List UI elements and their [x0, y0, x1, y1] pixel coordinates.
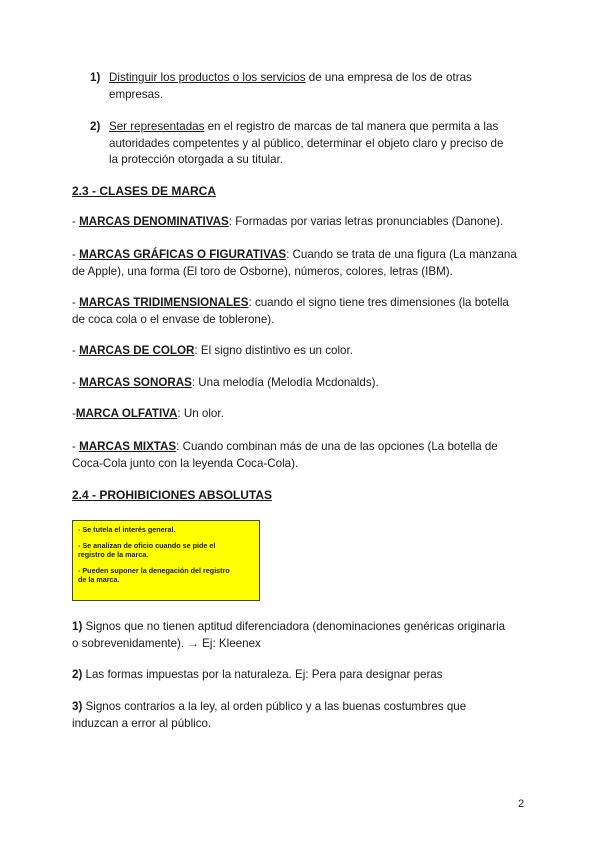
list-item: 1) Signos que no tienen aptitud diferenciadora (denominaciones genéricas originaria o sobrevenidamente). → Ej: Kleenex — [72, 620, 506, 650]
list-item: -MARCA OLFATIVA: Un olor. — [72, 407, 224, 420]
list-number: 3) — [72, 700, 83, 713]
list-item-text: Distinguir los productos o los servicios de una empresa de los de otras empresas. — [109, 71, 472, 101]
section-heading: 2.3 - CLASES DE MARCA — [72, 184, 217, 198]
box-line: - Pueden suponer la denegación del registro de la marca. — [78, 565, 230, 584]
highlight-box — [72, 520, 260, 601]
box-line: - Se analizan de oficio cuando se pide el registro de la marca. — [78, 540, 216, 559]
term: MARCAS GRÁFICAS O FIGURATIVAS — [79, 248, 287, 261]
page-number: 2 — [518, 798, 525, 810]
list-item: 3) Signos contrarios a la ley, al orden público y a las buenas costumbres que induzcan a error al público. — [72, 700, 467, 730]
list-item: - MARCAS DENOMINATIVAS: Formadas por varias letras pronunciables (Danone). — [72, 215, 504, 228]
term: MARCAS MIXTAS — [79, 440, 177, 453]
list-number: 2) — [90, 120, 101, 133]
list-item: - MARCAS GRÁFICAS O FIGURATIVAS: Cuando se trata de una figura (La manzana de Apple), una forma (El toro de Osborne), números, colores, letras (IBM). — [72, 248, 517, 278]
term: MARCAS DE COLOR — [79, 344, 195, 357]
term: MARCAS DENOMINATIVAS — [79, 215, 229, 228]
list-number: 1) — [90, 71, 101, 84]
list-item — [90, 70, 100, 87]
list-item: - MARCAS MIXTAS: Cuando combinan más de una de las opciones (La botella de Coca-Cola junto con la leyenda Coca-Cola). — [72, 440, 498, 470]
list-item: - MARCAS SONORAS: Una melodía (Melodía Mcdonalds). — [72, 376, 379, 389]
underlined-term: Distinguir los productos o los servicios — [109, 71, 306, 84]
list-item-text: Ser representadas en el registro de marcas de tal manera que permita a las autoridades competentes y al público, determinar el objeto claro y preciso de la protección otorgada a su titular. — [109, 120, 504, 166]
term: MARCA OLFATIVA — [75, 407, 178, 420]
list-number: 1) — [72, 620, 83, 633]
list-item — [90, 119, 100, 136]
underlined-term: Ser representadas — [109, 120, 205, 133]
term: MARCAS TRIDIMENSIONALES — [79, 296, 249, 309]
list-item: - MARCAS TRIDIMENSIONALES: cuando el signo tiene tres dimensiones (la botella de coca cola o el envase de toblerone). — [72, 296, 509, 326]
term: MARCAS SONORAS — [79, 376, 192, 389]
list-item: 2) Las formas impuestas por la naturaleza. Ej: Pera para designar peras — [72, 668, 443, 681]
list-number: 2) — [72, 668, 83, 681]
section-heading: 2.4 - PROHIBICIONES ABSOLUTAS — [72, 488, 273, 502]
list-item: - MARCAS DE COLOR: El signo distintivo es un color. — [72, 344, 353, 357]
box-line: - Se tutela el interés general. — [78, 525, 176, 534]
